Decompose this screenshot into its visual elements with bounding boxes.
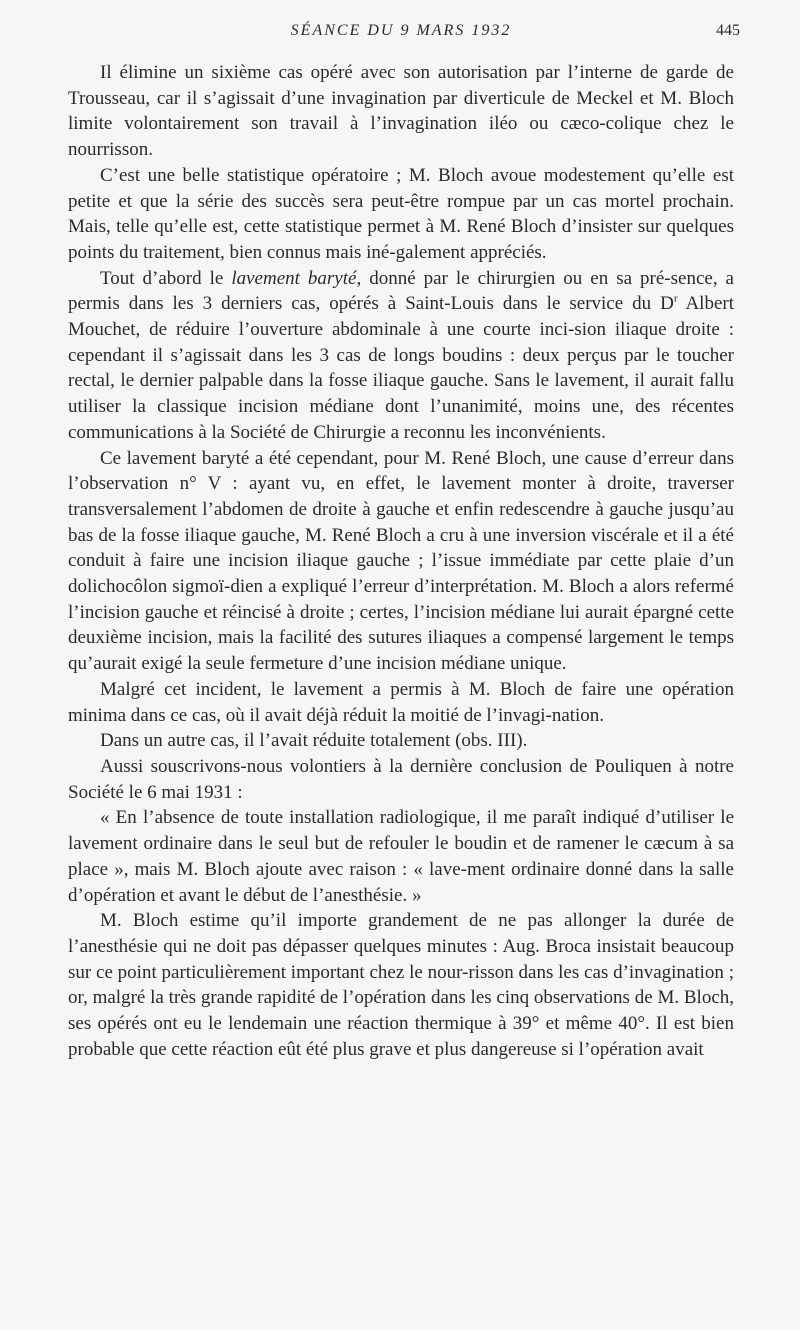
body-text bbox=[68, 60, 734, 1062]
paragraph-2: C’est une belle statistique opératoire ; M. Bloch avoue modestement qu’elle est petite et que la série des succès sera peut-être rompue par un cas mortel prochain. Mais, telle qu’elle est, cette statistique permet à M. René Bloch d’insister sur quelques points du traitement, bien connus mais iné-galement appréciés. bbox=[68, 164, 734, 263]
paragraph-3-middle: , donné par le chirurgien ou en sa pré-sence, a permis dans les 3 derniers cas, opérés à Saint-Louis dans le service du D bbox=[68, 267, 734, 315]
paragraph-3-start: Tout d’abord le bbox=[100, 267, 232, 289]
emphasis-lavement-baryte: lavement baryté bbox=[231, 267, 357, 289]
paragraph-3 bbox=[68, 266, 734, 446]
paragraph-3-end: Albert Mouchet, de réduire l’ouverture abdominale à une courte inci-sion iliaque droite : cependant il s’agissait dans les 3 cas de longs boudins : deux perçus par le toucher rectal, le dernier palpable dans la fosse iliaque gauche. Sans le lavement, il aurait fallu utiliser la classique incision médiane dont l’unanimité, moins une, des récentes communications à la Société de Chirurgie a reconnu les inconvénients. bbox=[68, 293, 735, 443]
running-head: SÉANCE DU 9 MARS 1932 bbox=[290, 22, 512, 39]
paragraph-4: Ce lavement baryté a été cependant, pour M. René Bloch, une cause d’erreur dans l’observation n° V : ayant vu, en effet, le lavement monter à droite, traverser transversalement l’abdomen de droite à gauche et enfin redescendre à gauche jusqu’au bas de la fosse iliaque gauche, M. René Bloch a cru à une inversion viscérale et il a été conduit à faire une incision iliaque gauche ; l’issue immédiate par cette plaie d’un dolichocôlon sigmoï-dien a expliqué l’erreur d’interprétation. M. Bloch a alors refermé l’incision gauche et réincisé à droite ; certes, l’incision médiane lui aurait épargné cette deuxième incision, mais la facilité des sutures iliaques a compensé largement le temps qu’aurait exigé la seule fermeture d’une incision médiane unique. bbox=[68, 447, 734, 675]
page-header bbox=[68, 0, 740, 50]
superscript-r: r bbox=[673, 293, 678, 305]
page-number: 445 bbox=[716, 22, 740, 39]
paragraph-8: « En l’absence de toute installation radiologique, il me paraît indiqué d’utiliser le lavement ordinaire dans le seul but de refouler le boudin et de ramener le cæcum à sa place », mais M. Bloch ajoute avec raison : « lave-ment ordinaire donné dans la salle d’opération et avant le début de l’anesthésie. » bbox=[68, 807, 734, 906]
paragraph-7: Aussi souscrivons-nous volontiers à la dernière conclusion de Pouliquen à notre Société le 6 mai 1931 : bbox=[68, 755, 734, 803]
paragraph-1: Il élimine un sixième cas opéré avec son autorisation par l’interne de garde de Trousseau, car il s’agissait d’une invagination par diverticule de Meckel et M. Bloch limite volontairement son travail à l’invagination iléo ou cæco-colique chez le nourrisson. bbox=[68, 62, 734, 161]
paragraph-9: M. Bloch estime qu’il importe grandement de ne pas allonger la durée de l’anesthésie qui ne doit pas dépasser quelques minutes : Aug. Broca insistait beaucoup sur ce point particulièrement important chez le nour-risson dans les cas d’invagination ; or, malgré la très grande rapidité de l’opération dans les cinq observations de M. Bloch, ses opérés ont eu le lendemain une réaction thermique à 39° et même 40°. Il est bien probable que cette réaction eût été plus grave et plus dangereuse si l’opération avait bbox=[68, 910, 734, 1060]
paragraph-5: Malgré cet incident, le lavement a permis à M. Bloch de faire une opération minima dans ce cas, où il avait déjà réduit la moitié de l’invagi-nation. bbox=[68, 678, 734, 726]
paragraph-6: Dans un autre cas, il l’avait réduite totalement (obs. III). bbox=[100, 730, 528, 752]
